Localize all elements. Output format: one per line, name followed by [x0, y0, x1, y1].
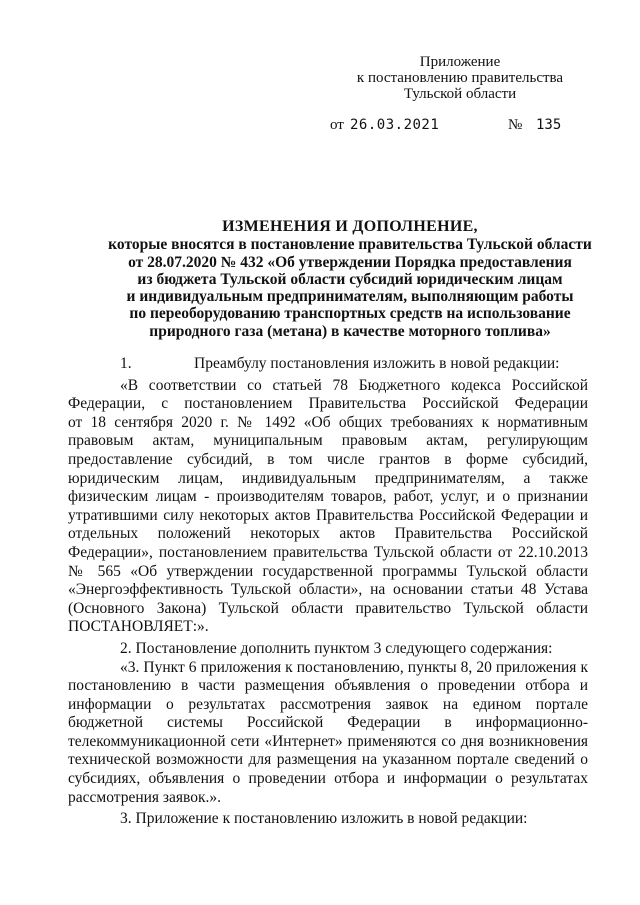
document-body: [68, 355, 588, 829]
preamble-line: предоставление субсидий, в том числе грантов в форме субсидий,: [68, 450, 588, 468]
date-prefix: от: [330, 117, 344, 133]
appendix-line-2: к постановлению правительства: [356, 70, 564, 86]
preamble-line: (Основного Закона) Тульской области правительство Тульской области: [68, 599, 588, 617]
number-sign: №: [508, 117, 523, 133]
resolution-date: 26.03.2021: [350, 117, 440, 133]
item-2-line: бюджетной системы Российской Федерации в информационно-: [68, 714, 588, 732]
title-line: природного газа (метана) в качестве моторного топлива»: [149, 322, 551, 340]
title-line: по переоборудованию транспортных средств на использование: [129, 305, 571, 323]
title-heading: ИЗМЕНЕНИЯ И ДОПОЛНЕНИЕ,: [222, 218, 478, 235]
preamble-line: утратившими силу некоторых актов Правительства Российской Федерации и: [68, 506, 588, 524]
preamble-line: физическим лицам - производителям товаров, работ, услуг, и о признании: [68, 488, 588, 506]
preamble-line: Федерации, с постановлением Правительства Российской Федерации: [68, 395, 588, 413]
item-2-text: 2. Постановление дополнить пунктом 3 следующего содержания:: [120, 639, 553, 657]
appendix-line-1: Приложение: [419, 54, 501, 70]
title-line: от 28.07.2020 № 432 «Об утверждении Порядка предоставления: [128, 253, 572, 271]
title-line: которые вносятся в постановление правительства Тульской области: [108, 236, 592, 254]
preamble-line: от 18 сентября 2020 г. № 1492 «Об общих требованиях к нормативным: [68, 413, 588, 431]
item-1: [68, 355, 588, 374]
document-title: [70, 218, 630, 340]
preamble-line: Федерации», постановлением правительства Тульской области от 22.10.2013: [68, 543, 588, 561]
item-2-line: телекоммуникационной сети «Интернет» применяются со дня возникновения: [68, 732, 588, 750]
title-line: и индивидуальным предпринимателям, выполняющим работы: [126, 288, 574, 306]
preamble-line: «Энергоэффективность Тульской области», на основании статьи 48 Устава: [68, 581, 588, 599]
item-1-number: 1.: [120, 355, 132, 372]
item-3-text: 3. Приложение к постановлению изложить в новой редакции:: [120, 810, 528, 828]
resolution-number: 135: [536, 117, 562, 133]
item-2-line: постановлению в части размещения объявления о проведении отбора и: [68, 677, 588, 695]
item-2-line: технической возможности для размещения на указанном портале сведений о: [68, 751, 588, 769]
preamble-line: отдельных положений некоторых актов Правительства Российской: [68, 525, 588, 543]
item-2-line: субсидиях, объявления о проведении отбора и информации о результатах: [68, 770, 588, 788]
preamble-line: ПОСТАНОВЛЯЕТ:».: [68, 618, 209, 636]
item-2-line: рассмотрения заявок.».: [68, 788, 222, 806]
item-2-line: «3. Пункт 6 приложения к постановлению, пункты 8, 20 приложения к: [120, 658, 588, 676]
preamble-line: правовым актам, муниципальным правовым актам, регулирующим: [68, 432, 588, 450]
appendix-line-3: Тульской области: [403, 86, 517, 102]
preamble-line: № 565 «Об утверждении государственной программы Тульской области: [68, 562, 588, 580]
appendix-header: [330, 54, 590, 102]
date-number-line: [330, 117, 590, 135]
title-line: из бюджета Тульской области субсидий юридическим лицам: [137, 270, 563, 288]
preamble-line: юридическим лицам, индивидуальным предпринимателям, а также: [68, 469, 588, 487]
preamble-line: «В соответствии со статьей 78 Бюджетного кодекса Российской: [120, 376, 588, 394]
item-2-line: информации о результатах рассмотрения заявок на едином портале: [68, 695, 588, 713]
item-1-text: Преамбулу постановления изложить в новой редакции:: [194, 355, 560, 372]
